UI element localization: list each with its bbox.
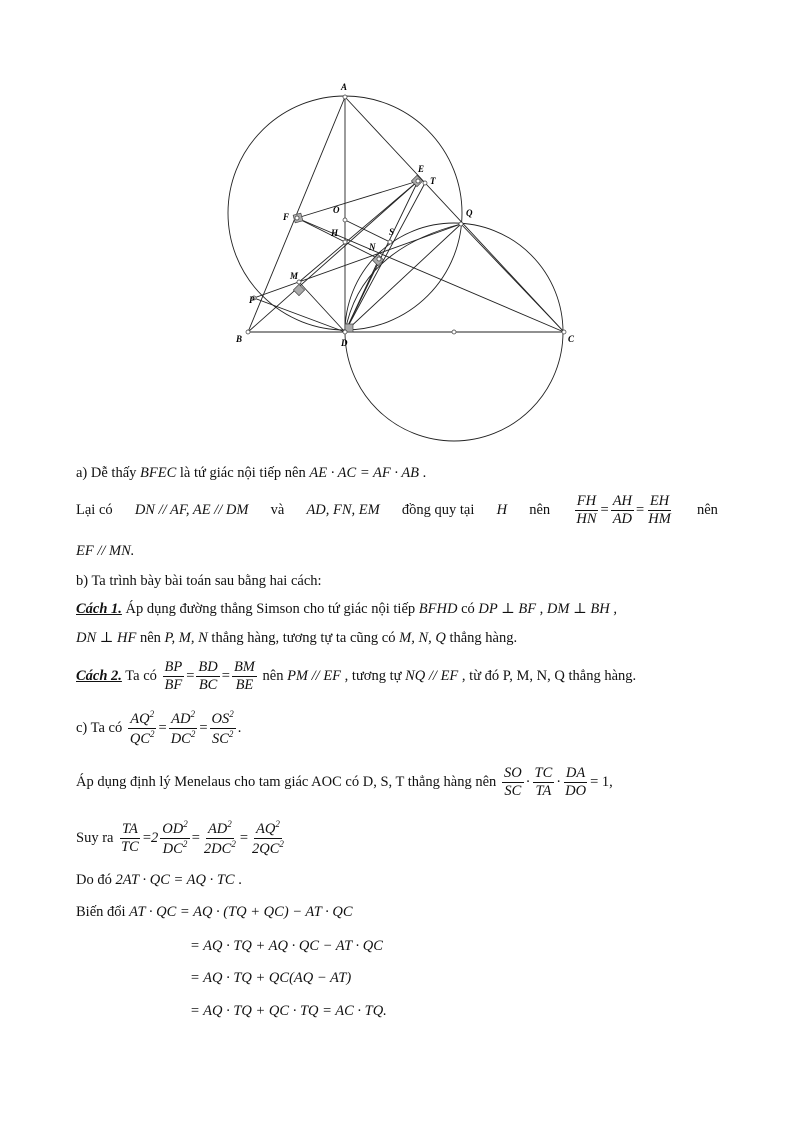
segment-em	[299, 181, 418, 282]
part-c-menelaus: Áp dụng định lý Menelaus cho tam giác AOC có D, S, T thẳng hàng nên $\frac{SO}{SC}$ · $\frac{TC}{TA}$ · $\frac{DA}{DO}$ = 1,	[76, 765, 613, 800]
part-c-step3: = AQ · TQ + QC(AQ − AT)	[190, 970, 352, 986]
part-a-line3: EF // MN.	[76, 543, 135, 559]
label-b: B	[236, 334, 243, 344]
segment-de	[345, 181, 418, 332]
segment-ef	[297, 181, 418, 218]
label-a: A	[341, 82, 348, 92]
label-t: T	[430, 176, 436, 186]
label-c: C	[568, 334, 575, 344]
label-d: D	[341, 338, 348, 348]
label-p: P	[249, 295, 255, 305]
part-c-step2: = AQ · TQ + AQ · QC − AT · QC	[190, 938, 383, 954]
part-c-line1: c) Ta có $\frac{AQ^2}{QC^2}$ = $\frac{AD^2}{DC^2}$ = $\frac{OS^2}{SC^2}$ .	[76, 709, 242, 747]
label-f: F	[283, 212, 290, 222]
segment-dm	[299, 282, 345, 332]
part-b-cach1-line1: Cách 1. Áp dụng đường thẳng Simson cho tứ giác nội tiếp BFHD có DP ⊥ BF , DM ⊥ BH ,	[76, 601, 617, 617]
part-a-line1: a) Dễ thấy BFEC là tứ giác nội tiếp nên AE · AC = AF · AB .	[76, 465, 427, 481]
part-c-step4: = AQ · TQ + QC · TQ = AC · TQ.	[190, 1003, 387, 1019]
label-e: E	[418, 164, 425, 174]
part-c-suy-ra: Suy ra $\frac{TA}{TC}$ = 2 $\frac{OD^2}{DC^2}$ = $\frac{AD^2}{2DC^2}$ = $\frac{AQ^2}{2QC^2}$	[76, 819, 284, 857]
part-c-bien-doi: Biến đổi AT · QC = AQ · (TQ + QC) − AT · QC	[76, 904, 353, 920]
frac-fh-hn: $\frac{FH}{HN}$	[576, 493, 597, 528]
label-q: Q	[466, 208, 473, 218]
segment-dq	[345, 224, 461, 332]
part-b-cach2: Cách 2. Ta có $\frac{BP}{BF}$ = $\frac{BD}{BC}$ = $\frac{BM}{BE}$ nên PM // EF , tương tự NQ // EF , từ đó P, M, N, Q thẳng hàng.	[76, 659, 637, 694]
part-b-cach1-line2: DN ⊥ HF nên P, M, N thẳng hàng, tương tự ta cũng có M, N, Q thẳng hàng.	[76, 630, 518, 646]
label-o: O	[333, 205, 340, 215]
part-b-intro: b) Ta trình bày bài toán sau bằng hai cách:	[76, 573, 322, 589]
part-c-do-do: Do đó 2AT · QC = AQ · TC .	[76, 872, 242, 888]
label-n: N	[369, 242, 376, 252]
label-s: S	[389, 227, 395, 237]
part-a-line2: Lại có DN // AF, AE // DM và AD, FN, EM đồng quy tại H nên $\frac{FH}{HN}$ = $\frac{AH}{AD}$ = $\frac{EH}{HM}$ nên	[76, 493, 718, 528]
segment-be	[248, 181, 418, 332]
label-m: M	[290, 271, 299, 281]
geometry-figure	[0, 0, 794, 450]
label-h: H	[331, 228, 339, 238]
segment-dt	[345, 183, 425, 332]
